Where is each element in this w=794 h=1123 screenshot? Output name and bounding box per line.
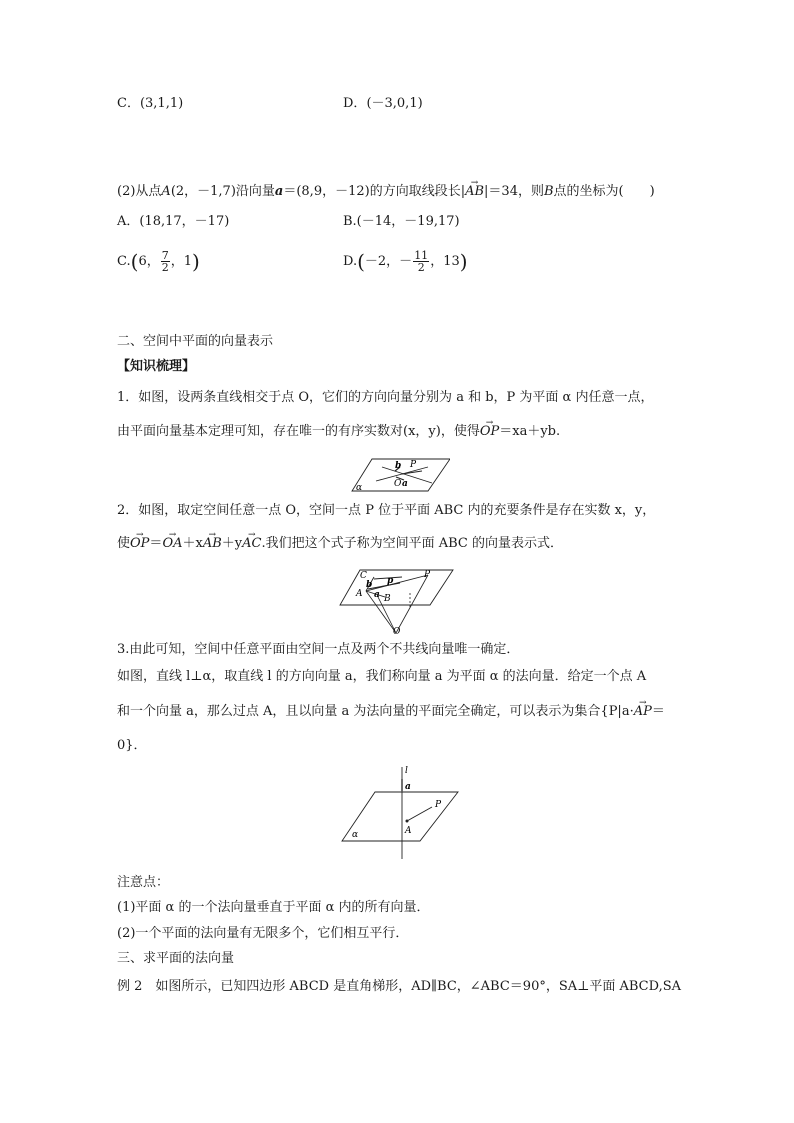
fig3-label-alpha: α: [352, 830, 359, 840]
fig1-label-b: b: [395, 461, 402, 471]
fig2-label-c: C: [360, 571, 367, 581]
para-2-line-2: 使→ OP＝→ OA＋x→ AB＋y→ AC.我们把这个式子称为空间平面 ABC 的向量表示式．: [117, 535, 563, 553]
example-2: 例 2 如图所示，已知四边形 ABCD 是直角梯形，AD∥BC，∠ABC＝90°，SA⊥平面 ABCD,SA: [117, 979, 682, 994]
para-3-line-3: 和一个向量 a，那么过点 A，且以向量 a 为法向量的平面完全确定，可以表示为集合{P|a·→ AP＝: [117, 703, 665, 721]
knowledge-tag: 【知识梳理】: [117, 359, 196, 374]
section-2-title: 二、空间中平面的向量表示: [117, 334, 274, 349]
q2-stem: (2)从点A(2，－1,7)沿向量a＝(8,9，－12)的方向取线段长|→ AB|＝34，则B点的坐标为( ): [117, 183, 655, 201]
fig2-label-a-vec: a: [374, 590, 380, 600]
note-2: (2)一个平面的法向量有无限多个，它们相互平行．: [117, 926, 409, 941]
fig3-label-p: P: [435, 800, 442, 810]
para-2-line-1: 2．如图，取定空间任意一点 O，空间一点 P 位于平面 ABC 内的充要条件是存在实数 x，y，: [117, 503, 656, 518]
para-1-line-2: 由平面向量基本定理可知，存在唯一的有序实数对(x，y)，使得→ OP＝xa＋yb.: [117, 423, 560, 441]
para-1-line-1: 1．如图，设两条直线相交于点 O，它们的方向向量分别为 a 和 b，P 为平面 α 内任意一点，: [117, 390, 654, 405]
fig2-label-b-point: B: [384, 594, 391, 604]
fig2-label-p: P: [424, 570, 431, 580]
figure-normal-vector: [340, 763, 460, 861]
para-3-line-1: 3.由此可知，空间中任意平面由空间一点及两个不共线向量唯一确定．: [117, 642, 520, 657]
para-3-line-4: 0}．: [117, 738, 147, 753]
q1-option-c: C．(3,1,1): [117, 96, 184, 111]
figure-plane-abc: [338, 567, 456, 635]
fig2-label-a-point: A: [356, 589, 363, 599]
q1-option-d: D．(－3,0,1): [343, 96, 423, 111]
fig2-label-o: O: [393, 627, 401, 635]
fig3-label-a-point: A: [405, 826, 412, 836]
fig1-label-p: P: [410, 460, 417, 470]
fig3-label-a-vec: a: [405, 782, 411, 792]
para-3-line-2: 如图，直线 l⊥α，取直线 l 的方向向量 a，我们称向量 a 为平面 α 的法向量．给定一个点 A: [117, 669, 647, 684]
notes-title: 注意点：: [117, 875, 170, 890]
fraction-11-2: $\frac{11}{2}$: [414, 249, 429, 274]
section-3-title: 三、求平面的法向量: [117, 951, 235, 966]
fig1-label-o: O: [394, 479, 402, 489]
fig3-label-l: l: [405, 766, 408, 776]
q2-option-c: C.(6， $\frac{7}{2}$ ，1): [117, 249, 200, 274]
fraction-7-2: $\frac{7}{2}$: [161, 249, 169, 274]
q2-option-d: D.(－2，－ $\frac{11}{2}$ ，13): [343, 249, 468, 274]
q2-option-a: A．(18,17，－17): [117, 214, 230, 229]
figure-plane-two-vectors: [350, 457, 450, 493]
fig2-label-p-vec: p: [387, 576, 394, 586]
q2-option-b: B.(－14，－19,17): [343, 214, 460, 229]
fig1-label-a: a: [402, 479, 408, 489]
fig1-label-alpha: α: [356, 483, 363, 493]
note-1: (1)平面 α 的一个法向量垂直于平面 α 内的所有向量．: [117, 900, 430, 915]
fig2-label-b: b: [366, 580, 373, 590]
